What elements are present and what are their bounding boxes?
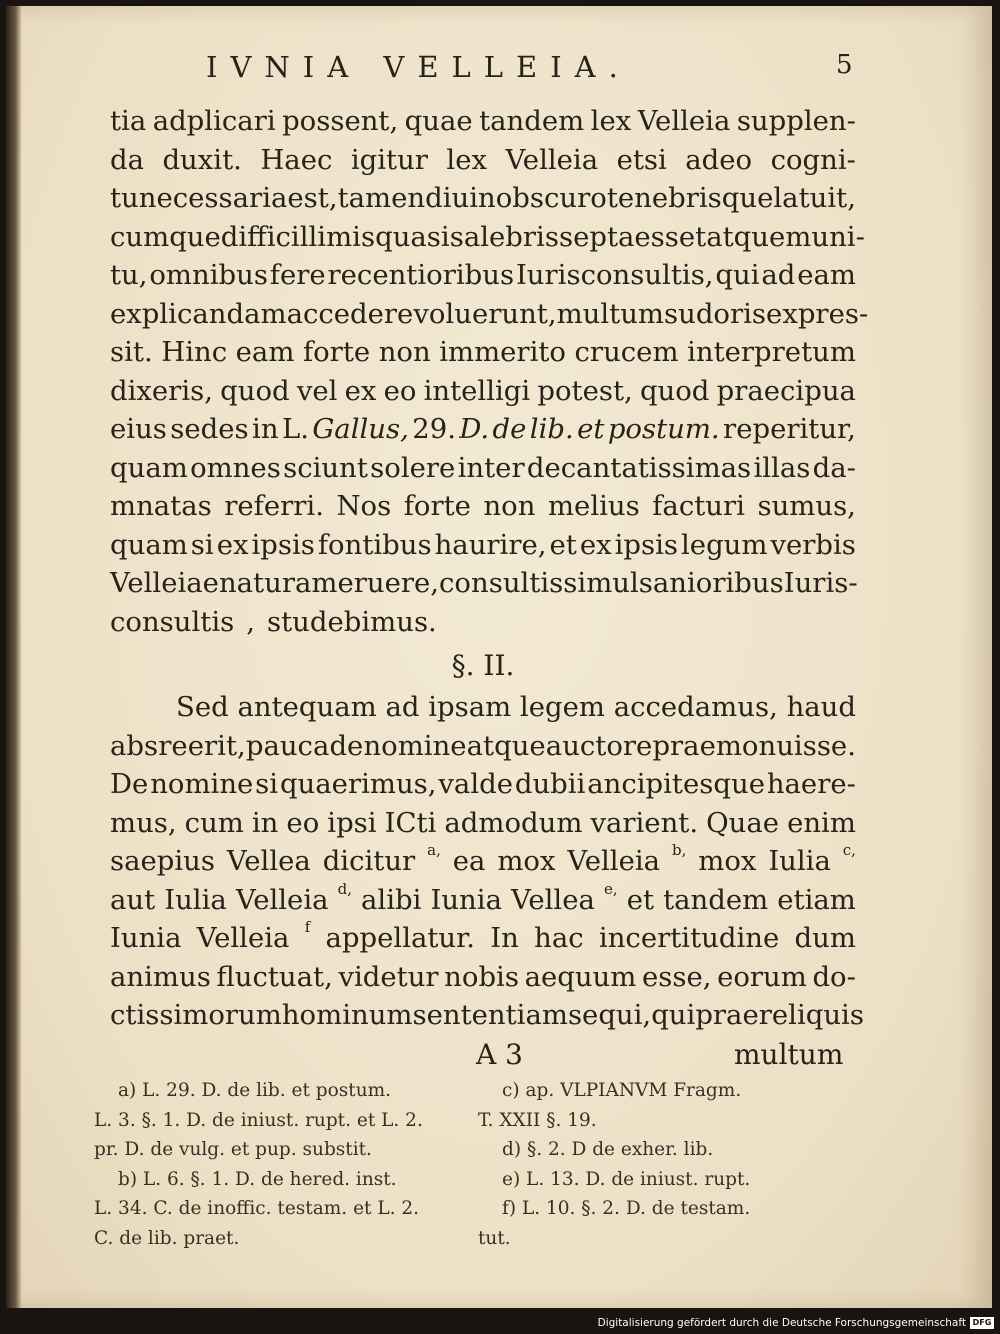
paragraph-2	[110, 688, 864, 1035]
word: Velleiae	[110, 567, 219, 599]
word: vel	[296, 374, 338, 407]
word: qui	[715, 259, 760, 291]
word: explicandam	[110, 297, 287, 330]
catchword: multum	[734, 1038, 844, 1071]
word: eam	[797, 259, 856, 291]
word: incertitudine	[598, 922, 780, 954]
footnote-line: c) ap. VLPIANVM Fragm.	[502, 1080, 742, 1101]
word: appellatur.	[325, 922, 476, 954]
word: c,	[842, 841, 856, 859]
word: videtur	[338, 960, 439, 993]
word: Hinc	[161, 336, 228, 368]
word: obscuro	[495, 182, 607, 214]
word: praecipua	[716, 374, 856, 407]
word: ipsam	[428, 691, 512, 723]
word: etiam	[777, 883, 856, 916]
word: ex	[216, 528, 249, 561]
word: animus	[110, 960, 211, 993]
text-line	[110, 727, 856, 766]
text-line	[110, 449, 856, 488]
text-line	[110, 141, 856, 180]
word: eius	[110, 413, 167, 445]
word: simul	[563, 567, 639, 599]
word: et	[577, 413, 605, 445]
word: tenebrisque	[606, 182, 774, 214]
word: Velleia	[505, 143, 599, 176]
word: quaerimus,	[279, 768, 437, 800]
word: omnes	[190, 451, 281, 484]
word: quam	[110, 451, 188, 484]
word: dicitur	[322, 845, 416, 877]
word: etsi	[616, 143, 667, 176]
text-line	[110, 179, 856, 218]
running-title: IVNIA VELLEIA.	[206, 50, 631, 84]
word: mox	[497, 845, 556, 877]
paragraph-1	[110, 102, 869, 641]
word: cogni-	[770, 143, 856, 176]
word: decantatissimas	[526, 451, 752, 484]
word: nomine	[363, 729, 467, 762]
word: solere	[370, 451, 456, 484]
text-line	[110, 256, 856, 295]
word: forte	[403, 490, 471, 522]
word: Iulia	[768, 845, 831, 877]
word: eruere,	[337, 567, 440, 599]
word: quod	[220, 374, 290, 407]
dfg-logo: DFG	[970, 1317, 994, 1329]
word: de	[492, 413, 527, 445]
text-line	[110, 603, 856, 642]
word: fontibus	[317, 528, 432, 561]
word: pauca	[245, 729, 330, 762]
word: admodum	[444, 806, 583, 839]
footnote-line: C. de lib. praet.	[94, 1227, 240, 1249]
word: ctissimorum	[110, 999, 282, 1031]
footnote-line: pr. D. de vulg. et pup. substit.	[94, 1139, 372, 1160]
word: tandem	[663, 883, 769, 916]
text-line	[110, 842, 856, 881]
word: supplen-	[736, 105, 856, 137]
word: postum.	[607, 413, 720, 445]
word: omnibus	[149, 259, 268, 291]
word: dixeris,	[110, 374, 213, 407]
word: accedamus,	[613, 691, 778, 723]
word: quam	[110, 528, 188, 561]
word: cum	[184, 806, 244, 839]
word: a,	[427, 841, 441, 859]
word: eo	[286, 806, 320, 839]
word: sudoris	[664, 297, 767, 330]
word: lex	[590, 105, 632, 137]
word: sententiam	[412, 999, 568, 1031]
word: legum	[681, 528, 768, 561]
word: eo	[383, 374, 417, 407]
text-line	[110, 881, 856, 920]
word: tia	[110, 105, 147, 137]
word: Velleia	[196, 922, 290, 954]
word: antequam	[237, 691, 377, 723]
word: fere	[269, 259, 326, 291]
word: 29.	[412, 413, 456, 445]
word: nobis	[444, 960, 519, 993]
binding-gutter	[6, 6, 22, 1308]
word: possent,	[282, 105, 399, 137]
word: auctore	[545, 729, 653, 762]
word: mnatas	[110, 490, 212, 522]
word: In	[490, 922, 519, 954]
word: tu	[110, 182, 139, 214]
word: ipsis	[251, 528, 315, 561]
word: tandem	[479, 105, 585, 137]
text-line	[110, 295, 869, 334]
word: si	[190, 528, 214, 561]
word: studebimus.	[267, 605, 437, 638]
book-page	[6, 6, 992, 1308]
footnote-line: T. XXII §. 19.	[478, 1109, 597, 1131]
word: naturam	[218, 567, 338, 599]
digitization-footer	[0, 1312, 1000, 1334]
word: valde	[438, 768, 513, 800]
word: Sed	[176, 691, 229, 723]
word: Gallus,	[312, 413, 409, 445]
word: sit.	[110, 336, 153, 368]
word: ICti	[384, 806, 437, 839]
word: muni-	[785, 220, 865, 253]
word: ipsi	[327, 806, 377, 839]
word: ancipitesque	[587, 768, 765, 800]
word: latuit,	[773, 182, 856, 214]
footnote-line: L. 3. §. 1. D. de iniust. rupt. et L. 2.	[94, 1109, 423, 1131]
word: de	[329, 729, 364, 762]
word: hac	[534, 922, 584, 954]
word: in	[251, 806, 279, 839]
word: recentioribus	[327, 259, 515, 291]
word: D.	[459, 413, 490, 445]
word: interpretum	[687, 336, 856, 368]
word: ipsis	[614, 528, 679, 561]
word: Iulia	[164, 883, 227, 916]
page-number: 5	[836, 50, 853, 80]
word: igitur	[350, 143, 428, 176]
word: Haec	[260, 143, 333, 176]
footnote-line: d) §. 2. D de exher. lib.	[502, 1139, 714, 1160]
word: esse,	[641, 960, 712, 993]
word: duxit.	[162, 143, 242, 176]
text-line	[110, 804, 856, 843]
text-line	[110, 372, 856, 411]
word: ad	[761, 259, 796, 291]
word: forte	[302, 336, 371, 368]
word: in	[252, 413, 279, 445]
word: f	[304, 918, 311, 936]
word: aut	[110, 883, 156, 916]
word: facturi	[652, 490, 745, 522]
word: Iunia	[110, 922, 182, 954]
word: re	[158, 729, 188, 762]
word: difficillimis	[220, 220, 376, 253]
word: Velleia	[235, 883, 329, 916]
text-line	[110, 410, 856, 449]
word: nomine	[150, 768, 254, 800]
word: Iunia	[430, 883, 502, 916]
word: multum	[556, 297, 664, 330]
word: referri.	[224, 490, 324, 522]
word: cumque	[110, 220, 221, 253]
word: eam	[235, 336, 295, 368]
word: necessaria	[138, 182, 288, 214]
word: illas	[753, 451, 811, 484]
word: expres-	[766, 297, 869, 330]
word: haurire,	[434, 528, 547, 561]
word: sequi,	[567, 999, 652, 1031]
text-line	[110, 526, 856, 565]
text-line	[110, 996, 864, 1035]
word: b,	[671, 841, 687, 859]
footnote-line: a) L. 29. D. de lib. et postum.	[118, 1080, 392, 1101]
footnotes-right	[478, 1076, 858, 1253]
word: Nos	[336, 490, 392, 522]
word: quae	[404, 105, 473, 137]
word: d,	[337, 879, 352, 898]
word: potest,	[537, 374, 633, 407]
word: adplicari	[152, 105, 276, 137]
word: Velleia	[637, 105, 731, 137]
word: consultis	[110, 605, 235, 638]
word: saepius	[110, 845, 216, 877]
word: enim	[787, 806, 856, 839]
word: voluerunt,	[413, 297, 557, 330]
word: salebris	[449, 220, 559, 253]
word: Iuris-	[783, 567, 858, 599]
word: esset	[634, 220, 707, 253]
word: consultis	[439, 567, 564, 599]
word: atque	[466, 729, 546, 762]
section-heading: §. II.	[451, 649, 515, 682]
word: fluctuat,	[216, 960, 333, 993]
text-line	[110, 958, 856, 997]
word: Vellea	[511, 883, 595, 916]
word: haere-	[766, 768, 856, 800]
word: est,	[287, 182, 338, 214]
word: legem	[519, 691, 605, 723]
footnote-line: L. 34. C. de inoffic. testam. et L. 2.	[94, 1198, 420, 1219]
word: in	[469, 182, 496, 214]
word: quod	[639, 374, 710, 407]
word: sumus,	[757, 490, 856, 522]
text-line	[110, 919, 856, 958]
word: sanioribus	[638, 567, 784, 599]
funding-note: Digitalisierung gefördert durch die Deutsche Forschungsgemeinschaft	[597, 1317, 966, 1329]
word: mox	[698, 845, 757, 877]
word: mus,	[110, 806, 177, 839]
word: De	[110, 768, 149, 800]
word: Vellea	[226, 845, 311, 877]
signature-mark: A 3	[476, 1038, 523, 1071]
word: reperitur,	[723, 413, 856, 445]
word: lib.	[529, 413, 574, 445]
word: eorum	[717, 960, 807, 993]
footnote-line: e) L. 13. D. de iniust. rupt.	[502, 1168, 751, 1190]
word: ea	[452, 845, 486, 877]
word: abs	[110, 729, 159, 762]
word: atque	[706, 220, 786, 253]
word: immerito	[439, 336, 566, 368]
word: tu,	[110, 259, 148, 291]
word: dubii	[514, 768, 586, 800]
word: Velleia	[567, 845, 661, 877]
footnotes-left	[94, 1076, 464, 1253]
text-line	[110, 102, 856, 141]
text-line	[110, 487, 856, 526]
text-line	[110, 333, 856, 372]
word: diu	[425, 182, 470, 214]
word: qui	[651, 999, 696, 1031]
word: verbis	[770, 528, 856, 561]
word: praemonuisse.	[652, 729, 856, 762]
word: non	[483, 490, 536, 522]
word: melius	[547, 490, 640, 522]
word: varient.	[590, 806, 699, 839]
word: da-	[812, 451, 856, 484]
text-line	[110, 765, 856, 804]
word: non	[378, 336, 431, 368]
word: lex	[446, 143, 487, 176]
word: et	[549, 528, 577, 561]
word: aequum	[524, 960, 637, 993]
footnote-line: b) L. 6. §. 1. D. de hered. inst.	[118, 1168, 397, 1190]
text-line	[110, 688, 856, 727]
word: do-	[812, 960, 856, 993]
word: alibi	[361, 883, 422, 916]
word: L.	[281, 413, 309, 445]
footnote-line: f) L. 10. §. 2. D. de testam.	[502, 1198, 751, 1219]
word: accedere	[286, 297, 414, 330]
word: hominum	[281, 999, 413, 1031]
word: ex	[344, 374, 377, 407]
text-line	[110, 218, 865, 257]
word: ad	[385, 691, 420, 723]
word: haud	[786, 691, 856, 723]
text-line	[110, 564, 856, 603]
word: et	[626, 883, 655, 916]
word: dum	[794, 922, 856, 954]
word: prae	[695, 999, 759, 1031]
word: Quae	[706, 806, 780, 839]
word: adeo	[685, 143, 753, 176]
word: sedes	[170, 413, 249, 445]
word: inter	[457, 451, 525, 484]
word: crucem	[574, 336, 679, 368]
word: intelligi	[423, 374, 531, 407]
word: quasi	[375, 220, 450, 253]
word: da	[110, 143, 144, 176]
footnote-line: tut.	[478, 1227, 511, 1249]
word: reliquis	[758, 999, 864, 1031]
word: sciunt	[283, 451, 368, 484]
word: ex	[579, 528, 612, 561]
word: ,	[246, 605, 255, 638]
word: e,	[603, 879, 618, 898]
word: septa	[558, 220, 635, 253]
word: erit,	[187, 729, 246, 762]
word: Iurisconsultis,	[515, 259, 714, 291]
word: tamen	[337, 182, 426, 214]
word: si	[255, 768, 279, 800]
